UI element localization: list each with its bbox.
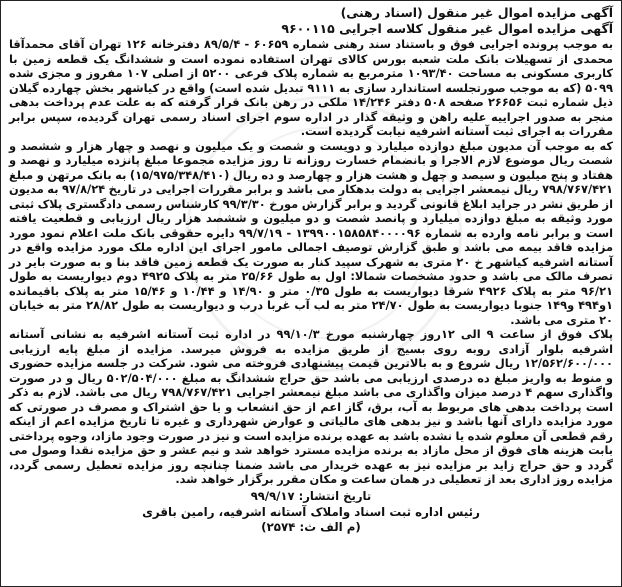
notice-content [9,5,613,582]
notice-code: (م الف ث: ۲۵۷۴) [261,519,361,534]
notice-title-2: آگهی مزایده اموال غیر منقول کلاسه اجرایی ۹۶۰۰۱۱۵ [281,21,613,36]
notice-paragraph-3: پلاک فوق از ساعت ۹ الی ۱۲روز چهارشنبه مورخ ۹۹/۱۰/۳ در اداره ثبت آستانه اشرفیه به نشانی آستانه اشرفیه بلوار آزادی روبه روی بسیج از طریق مزایده به فروش میرسد. مزایده از مبلغ پایه ارزیابی ۱۲/۵۶۲/۶۰۰/۰۰۰ ریال شروع و به بالاترین قیمت پیشنهادی فروخته می شود. شرکت در جلسه مزایده حضوری و منوط به واریز مبلغ ده درصدی ارزیابی می باشد حق حراج ششدانگ به مبلغ ۵۰۲/۵۰۴/۰۰۰ ریال و در صورت واگذاری سهم ۴ درصد میزان واگذاری می باشد مبلغ نیمعشر اجرایی ۷۹۸/۷۶۷/۴۲۱ ریال می باشد. لازم به ذکر است پرداخت بدهی های مربوط به آب، برق، گاز اعم از حق انشعاب و یا حق اشتراک و مصرف در صورتی که مورد مزایده دارای آنها باشد و نیز بدهی های مالیاتی و عوارض شهرداری و غیره تا تاریخ مزایده اعم از اینکه رقم قطعی آن معلوم شده یا نشده باشد به عهده برنده مزایده است و نیز در صورت وجود مازاد، وجوه پرداختی بابت هزینه های فوق از محل مازاد به برنده مزایده مسترد خواهد شد و نیم عشر و حق مزایده نقدا وصول می گردد و حق حراج زاید بر مزایده نیز به عهده خریدار می باشد ضمنا چنانچه روز مزایده تعطیل رسمی گردد، مزایده روز اداری بعد از تعطیلی در همان ساعت و مکان مقرر برگزار خواهد شد. [9,327,613,486]
signatory: رئیس اداره ثبت اسناد واملاک آستانه اشرفیه، رامین باقری [142,504,480,519]
notice-title-1: آگهی مزایده اموال غیر منقول (اسناد رهنی) [340,5,613,20]
notice-paragraph-1: به موجب پرونده اجرایی فوق و باستناد سند رهنی شماره ۶۰۶۵۹ - ۸۹/۵/۴ دفترخانه ۱۲۶ تهران آقای محمدآقا محمدی از تسهیلات بانک ملت شعبه بورس کالای تهران استفاده نموده است و ششدانگ یک قطعه زمین با کاربری مسکونی به مساحت ۱۰۹۳/۴۰ مترمربع به شماره پلاک فرعی ۵۲۰۰ از اصلی ۱۰۷ مفروز و مجزی شده ۵۰۹۹ (که به موجب صورتجلسه استاندارد سازی به ۹۱۱۱ تبدیل شده است) واقع در کیاشهر بخش چهارده گیلان ذیل شماره ثبت ۲۶۶۵۶ صفحه ۵۰۸ دفتر ۱۴/۲۴۶ ملکی در رهن بانک قرار گرفته که به علت عدم پرداخت بدهی منجر به صدور اجراییه علیه راهن و وثیقه گذار در اداره سوم اجرای اسناد رسمی تهران گردیده، سپس برابر مقررات به اجرای ثبت آستانه اشرفیه نیابت گردیده است. [9,37,613,138]
publication-date: تاریخ انتشار: ۹۹/۹/۱۷ [250,488,372,503]
notice-paragraph-2: که به موجب آن مدیون مبلغ دوازده میلیارد و دویست و شصت و یک میلیون و نهصد و چهار هزار و ششصد و شصت ریال موضوع لازم الاجرا و بانضمام خسارت روزانه تا روز مزایده مجموعا مبلغ پانزده میلیارد و نهصد و هفتاد و پنج میلیون و سیصد و چهل و هشت هزار و چهارصد و ده ریال (۱۵/۹۷۵/۳۴۸/۴۱۰) به بانک مرتهن و مبلغ ۷۹۸/۷۶۷/۴۲۱ ریال نیمعشر اجرایی به دولت بدهکار می باشد و برابر مقررات اجرایی در تاریخ ۹۷/۸/۲۴ به مدیون از طریق نشر در جراید ابلاغ قانونی گردید و برابر گزارش مورخ ۹۹/۳/۳۰ کارشناس رسمی دادگستری پلاک ثبتی مورد وثیقه به مبلغ دوازده میلیارد و پانصد شصت و دو میلیون و ششصد هزار ریال ارزیابی و قطعیت یافته است و برابر نامه وارده به شماره ۱۳۹۹۰۰۱۵۸۵۸۴۰۰۰۰۹۶ - ۹۹/۷/۱۹ دایره حقوقی بانک ملت اعلام نمود مورد مزایده فاقد بیمه می باشد و طبق گزارش توصیف اجمالی مامور اجرای این اداره ملک مورد مزایده واقع در آستانه اشرفیه کیاشهر خ ۲۰ متری به شهرک سپید کنار به صورت یک قطعه زمین فاقد بنا و به صورت بایر در تصرف مالک می باشد و حدود مشخصات شمالا: اول به طول ۲۵/۶۶ متر به پلاک ۴۹۲۵ دوم دیواریست به طول ۹۶/۲۱ متر به پلاک ۴۹۲۶ شرقا دیواریست به طول ۰/۳۵ متر و ۱۴/۹۰ و ۱۰/۴۴ و ۱۵/۴۶ متر به پلاک باقیمانده ۱و۴۹۴ و۱۴۹ جنوبا دیواریست به طول ۲۴/۷۰ متر به لب آب غربا درب و دیواریست به طول ۲۸/۸۲ متر به خیابان ۲۰ متری می باشد. [9,138,614,327]
